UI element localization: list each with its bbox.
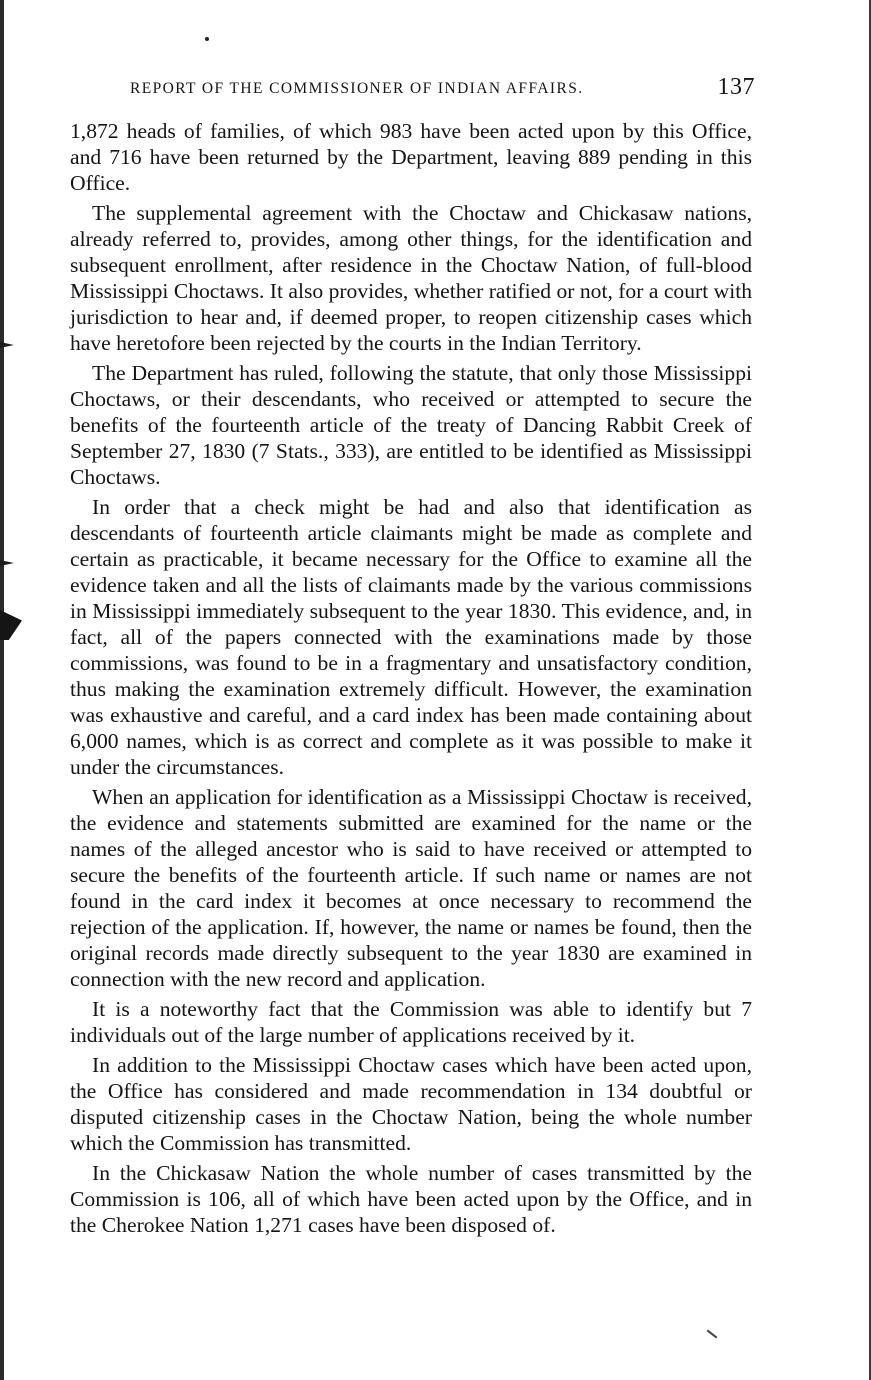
paragraph: When an application for identification as a Mississippi Choctaw is received, the evidence and statements submitted are examined for the name or the names of the alleged ancestor who is said to have received or attempted to secure the benefits of the fourteenth article. If such name or names are not found in the card index it becomes at once necessary to recommend the rejection of the application. If, however, the name or names be found, then the original records made directly subsequent to the year 1830 are examined in connection with the new record and application. [70,785,752,991]
paragraph: It is a noteworthy fact that the Commission was able to identify but 7 individuals out of the large number of applications received by it. [70,997,752,1047]
paragraph: 1,872 heads of families, of which 983 have been acted upon by this Office, and 716 have been returned by the Department, leaving 889 pending in this Office. [70,119,752,195]
body-text [70,118,752,1242]
paragraph: In addition to the Mississippi Choctaw cases which have been acted upon, the Office has considered and made recommendation in 134 doubtful or disputed citizenship cases in the Choctaw Nation, being the whole number which the Commission has transmitted. [70,1053,752,1155]
margin-mark [0,560,14,566]
page-number: 137 [717,74,755,100]
binding-edge [0,0,4,1380]
margin-mark [0,342,14,348]
print-speck [205,37,209,41]
running-title: REPORT OF THE COMMISSIONER OF INDIAN AFFAIRS. [130,80,584,97]
paragraph: The Department has ruled, following the statute, that only those Mississippi Choctaws, or their descendants, who received or attempted to secure the benefits of the fourteenth article of the treaty of Dancing Rabbit Creek of September 27, 1830 (7 Stats., 333), are entitled to be identified as Mississippi Choctaws. [70,361,752,489]
running-header [130,74,755,104]
margin-mark [0,610,22,640]
paragraph: In order that a check might be had and also that identification as descendants of fourteenth article claimants might be made as complete and certain as practicable, it became necessary for the Office to examine all the evidence taken and all the lists of claimants made by the various commissions in Mississippi immediately subsequent to the year 1830. This evidence, and, in fact, all of the papers connected with the examinations made by those commissions, was found to be in a fragmentary and unsatisfactory condition, thus making the examination extremely difficult. However, the examination was exhaustive and careful, and a card index has been made containing about 6,000 names, which is as correct and complete as it was possible to make it under the circumstances. [70,495,752,779]
paragraph: The supplemental agreement with the Choctaw and Chickasaw nations, already referred to, provides, among other things, for the identification and subsequent enrollment, after residence in the Choctaw Nation, of full-blood Mississippi Choctaws. It also provides, whether ratified or not, for a court with jurisdiction to hear and, if deemed proper, to reopen citizenship cases which have heretofore been rejected by the courts in the Indian Territory. [70,201,752,355]
paragraph: In the Chickasaw Nation the whole number of cases transmitted by the Commission is 106, all of which have been acted upon by the Office, and in the Cherokee Nation 1,271 cases have been disposed of. [70,1161,752,1237]
print-speck [707,1330,718,1339]
